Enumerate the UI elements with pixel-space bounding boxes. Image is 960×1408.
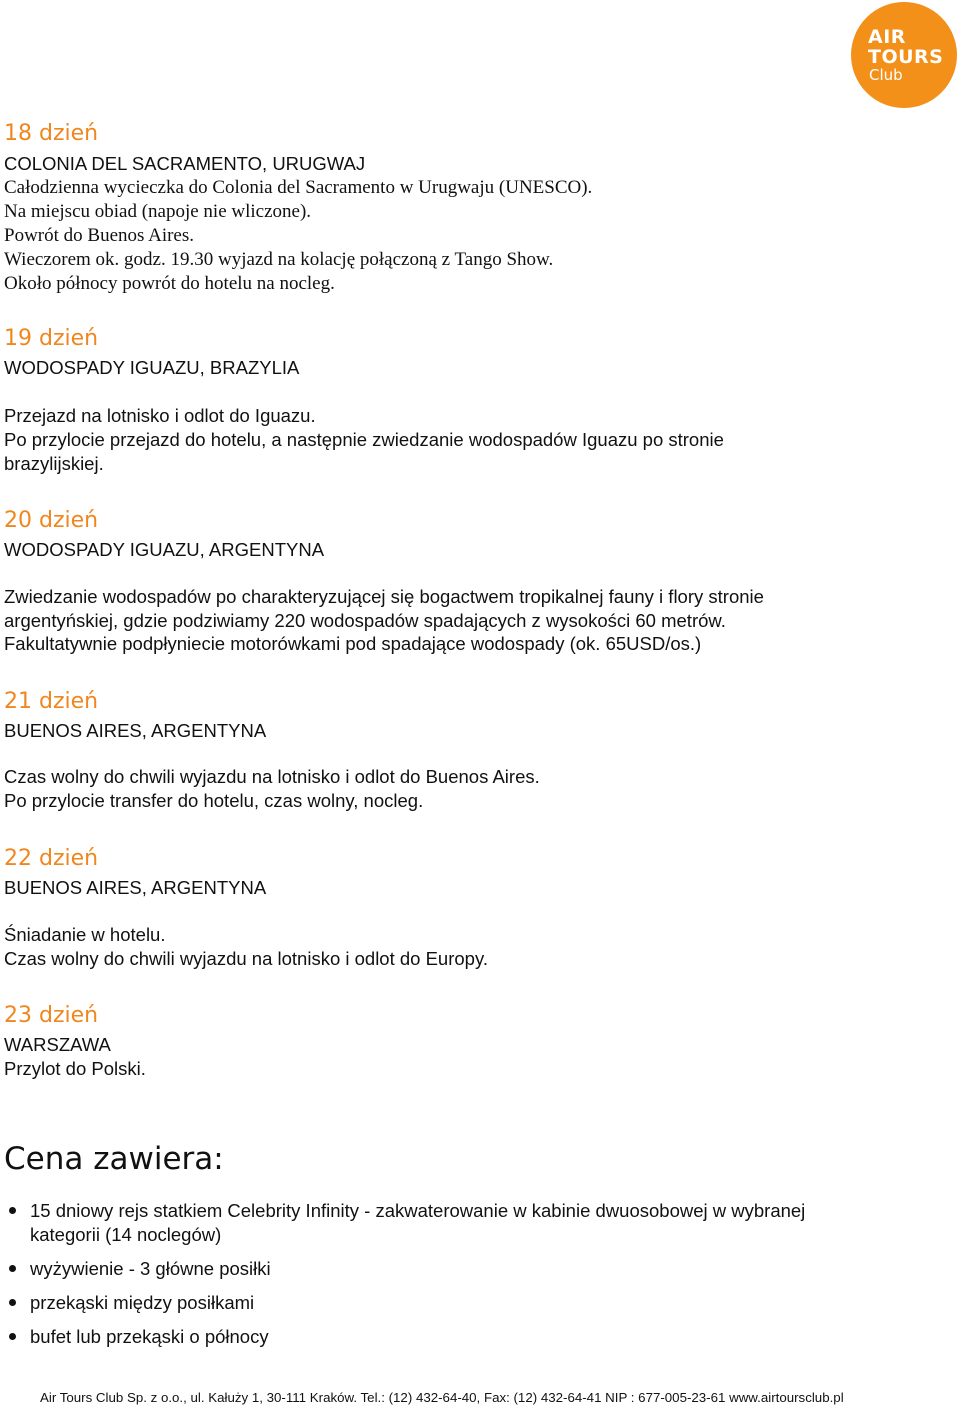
list-item-text: bufet lub przekąski o północy (30, 1326, 269, 1347)
price-heading: Cena zawiera: (4, 1141, 224, 1177)
day-location: BUENOS AIRES, ARGENTYNA (4, 877, 267, 898)
day-location: WARSZAWA (4, 1034, 111, 1055)
day-text-line: Po przylocie transfer do hotelu, czas wolny, nocleg. (4, 790, 424, 811)
logo-line-3: Club (869, 66, 903, 84)
logo-line-2: TOURS (868, 46, 944, 68)
bullet-icon (9, 1207, 16, 1214)
day-text-line: Czas wolny do chwili wyjazdu na lotnisko i odlot do Europy. (4, 948, 488, 969)
bullet-icon (9, 1265, 16, 1272)
list-item-text: przekąski między posiłkami (30, 1292, 255, 1313)
day-text-line: Po przylocie przejazd do hotelu, a następnie zwiedzanie wodospadów Iguazu po stronie (4, 429, 724, 450)
air-tours-club-logo (851, 2, 957, 108)
day-text-line: Na miejscu obiad (napoje nie wliczone). (4, 201, 312, 222)
day-location: COLONIA DEL SACRAMENTO, URUGWAJ (4, 153, 366, 174)
list-item-text: wyżywienie - 3 główne posiłki (30, 1258, 271, 1279)
day-title: 22 dzień (4, 846, 99, 871)
list-item-text: 15 dniowy rejs statkiem Celebrity Infinity - zakwaterowanie w kabinie dwuosobowej w wybranej kategorii (14 noclegów) (30, 1200, 806, 1245)
bullet-icon (9, 1333, 16, 1340)
day-text-line: Zwiedzanie wodospadów po charakteryzującej się bogactwem tropikalnej fauny i flory stronie (4, 586, 764, 607)
day-location: WODOSPADY IGUAZU, ARGENTYNA (4, 539, 325, 560)
day-title: 20 dzień (4, 508, 99, 533)
day-title: 19 dzień (4, 326, 99, 351)
day-text-line: Śniadanie w hotelu. (4, 924, 166, 945)
day-location: WODOSPADY IGUAZU, BRAZYLIA (4, 357, 300, 378)
day-text-line: argentyńskiej, gdzie podziwiamy 220 wodospadów spadających z wysokości 60 metrów. (4, 610, 726, 631)
day-text-line: Czas wolny do chwili wyjazdu na lotnisko i odlot do Buenos Aires. (4, 766, 540, 787)
day-text-line: brazylijskiej. (4, 453, 104, 474)
day-title: 18 dzień (4, 121, 99, 146)
day-text-line: Powrót do Buenos Aires. (4, 225, 194, 246)
day-location: BUENOS AIRES, ARGENTYNA (4, 720, 267, 741)
day-text-line: Wieczorem ok. godz. 19.30 wyjazd na kolację połączoną z Tango Show. (4, 249, 554, 270)
page-footer: Air Tours Club Sp. z o.o., ul. Kałuży 1, 30-111 Kraków. Tel.: (12) 432-64-40, Fax: (12) 432-64-41 NIP : 677-005-23-61 www.airtoursclub.pl (40, 1390, 844, 1405)
bullet-icon (9, 1299, 16, 1306)
day-text-line: Przejazd na lotnisko i odlot do Iguazu. (4, 405, 316, 426)
day-text-line: Około północy powrót do hotelu na nocleg. (4, 273, 335, 294)
day-text-line: Całodzienna wycieczka do Colonia del Sacramento w Urugwaju (UNESCO). (4, 177, 593, 198)
day-text-line: Przylot do Polski. (4, 1058, 146, 1079)
day-text-line: Fakultatywnie podpłyniecie motorówkami pod spadające wodospady (ok. 65USD/os.) (4, 633, 702, 654)
logo-line-1: AIR (868, 26, 906, 48)
day-title: 21 dzień (4, 689, 99, 714)
day-title: 23 dzień (4, 1003, 99, 1028)
